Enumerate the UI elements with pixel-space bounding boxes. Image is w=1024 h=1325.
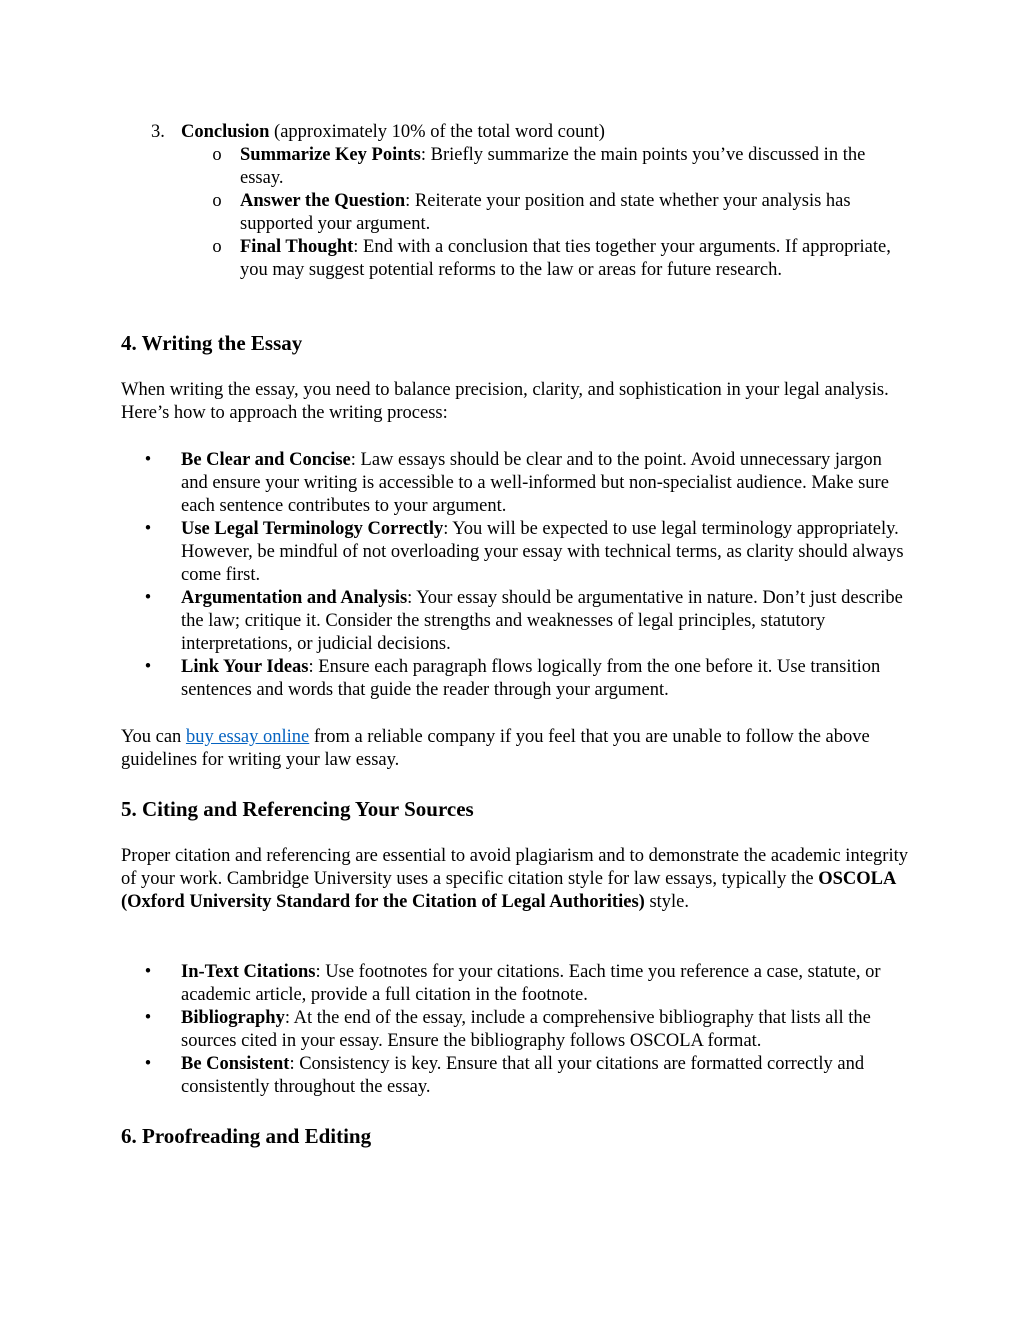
circle-bullet-icon: o — [212, 191, 222, 211]
sub-list-text: Answer the Question: Reiterate your position and state whether your analysis has supported your argument. — [240, 191, 851, 234]
bullet-icon: • — [144, 450, 152, 470]
list-number: 3. — [151, 122, 165, 142]
conclusion-heading — [181, 121, 911, 144]
bullet-icon: • — [144, 588, 152, 608]
circle-bullet-icon: o — [212, 237, 222, 257]
sub-list-text: Final Thought: End with a conclusion that ties together your arguments. If appropriate, you may suggest potential reforms to the law or areas for future research. — [240, 237, 891, 280]
section-heading: 6. Proofreading and Editing — [121, 1124, 372, 1148]
bullet-text: Use Legal Terminology Correctly: You will be expected to use legal terminology appropriately. However, be mindful of not overloading your essay with technical terms, as clarity should always come first. — [181, 519, 904, 585]
conclusion-title: Conclusion — [181, 122, 270, 142]
bullet-icon: • — [144, 657, 152, 677]
bullet-text: Argumentation and Analysis: Your essay should be argumentative in nature. Don’t just describe the law; critique it. Consider the strengths and weaknesses of legal principles, statutory interpretations, or judicial decisions. — [181, 588, 903, 654]
bullet-text: Be Consistent: Consistency is key. Ensure that all your citations are formatted correctly and consistently throughout the essay. — [181, 1054, 865, 1097]
bullet-text: Be Clear and Concise: Law essays should be clear and to the point. Avoid unnecessary jargon and ensure your writing is accessible to a well-informed but non-specialist audience. Make sure each sentence contributes to your argument. — [181, 450, 889, 516]
section-heading: 4. Writing the Essay — [121, 331, 303, 355]
bullet-text: Link Your Ideas: Ensure each paragraph flows logically from the one before it. Use transition sentences and words that guide the reader through your argument. — [181, 657, 881, 700]
section-heading: 5. Citing and Referencing Your Sources — [121, 797, 474, 821]
sub-list-text: Summarize Key Points: Briefly summarize the main points you’ve discussed in the essay. — [240, 145, 866, 188]
bullet-icon: • — [144, 1054, 152, 1074]
promo-paragraph: You can buy essay online from a reliable company if you feel that you are unable to follow the above guidelines for writing your law essay. — [121, 727, 870, 770]
paragraph: When writing the essay, you need to balance precision, clarity, and sophistication in your legal analysis. Here’s how to approach the writing process: — [121, 380, 889, 423]
bullet-icon: • — [144, 962, 152, 982]
bullet-icon: • — [144, 519, 152, 539]
buy-essay-link[interactable]: buy essay online — [185, 727, 310, 747]
conclusion-note: (approximately 10% of the total word count) — [269, 122, 605, 142]
paragraph: Proper citation and referencing are essential to avoid plagiarism and to demonstrate the academic integrity of your work. Cambridge University uses a specific citation style for law essays, typically the OSCOLA (Oxford University Standard for the Citation of Legal Authorities) style. — [121, 846, 908, 912]
bullet-icon: • — [144, 1008, 152, 1028]
circle-bullet-icon: o — [212, 145, 222, 165]
bullet-text: Bibliography: At the end of the essay, include a comprehensive bibliography that lists all the sources cited in your essay. Ensure the bibliography follows OSCOLA format. — [181, 1008, 871, 1051]
bullet-text: In-Text Citations: Use footnotes for your citations. Each time you reference a case, statute, or academic article, provide a full citation in the footnote. — [181, 962, 881, 1005]
